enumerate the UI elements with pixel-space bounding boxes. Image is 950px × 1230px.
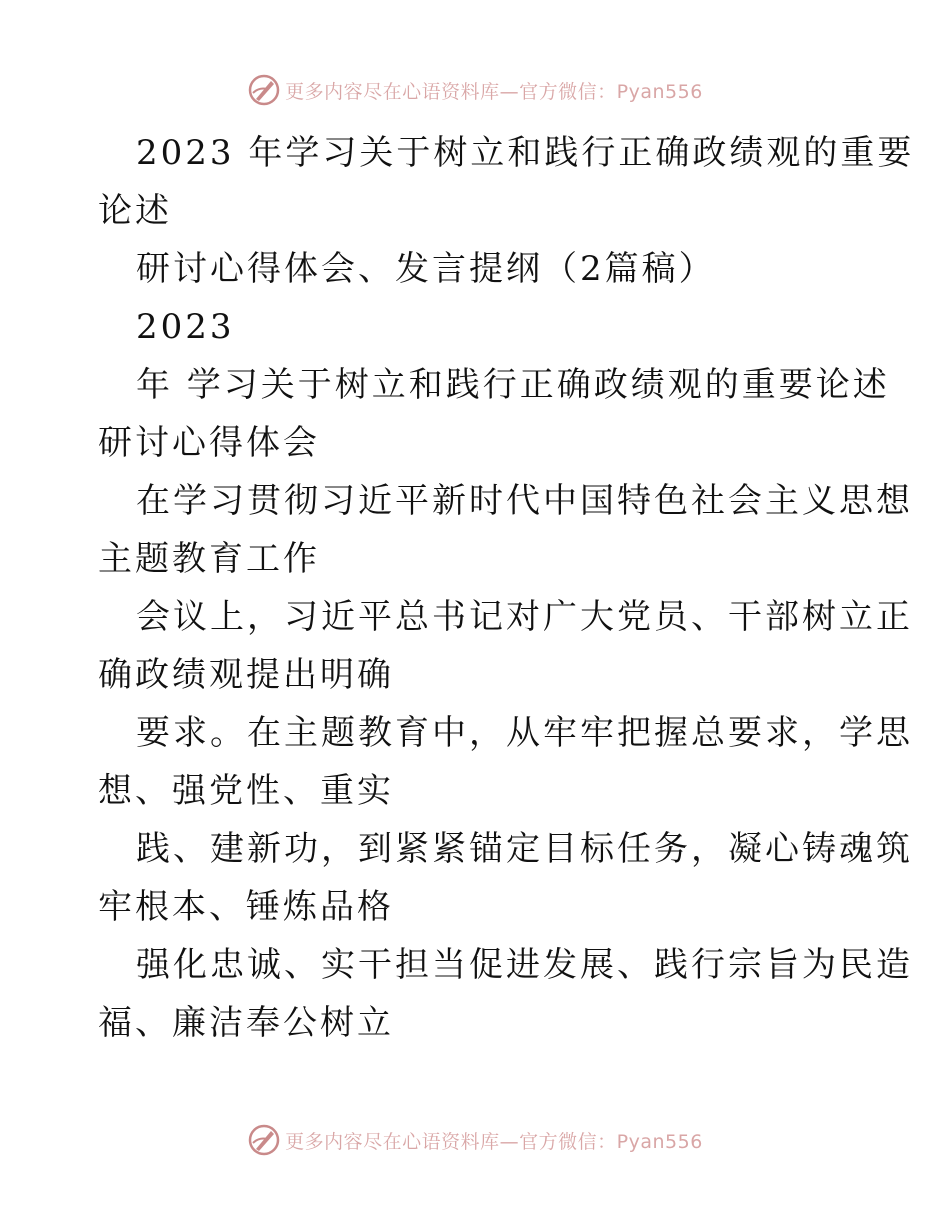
text-line: 要求。在主题教育中，从牢牢把握总要求，学思 — [136, 713, 913, 753]
quill-pen-logo-icon — [247, 1123, 281, 1157]
text-line: 在学习贯彻习近平新时代中国特色社会主义思想 — [136, 481, 913, 521]
text-line: 强化忠诚、实干担当促进发展、践行宗旨为民造 — [136, 945, 913, 985]
quill-pen-logo-icon — [247, 73, 281, 107]
text-line: 论述 — [98, 191, 172, 231]
text-line: 研讨心得体会 — [98, 423, 320, 463]
document-body — [98, 124, 915, 1052]
text-line: 牢根本、锤炼品格 — [98, 887, 394, 927]
text-line: 福、廉洁奉公树立 — [98, 1003, 394, 1043]
text-line: 年 学习关于树立和践行正确政绩观的重要论述 — [136, 365, 890, 405]
text-line: 主题教育工作 — [98, 539, 320, 579]
text-line: 确政绩观提出明确 — [98, 655, 394, 695]
text-line: 想、强党性、重实 — [98, 771, 394, 811]
header-watermark — [0, 70, 950, 110]
footer-watermark — [0, 1120, 950, 1160]
text-line: 践、建新功，到紧紧锚定目标任务，凝心铸魂筑 — [136, 829, 913, 869]
watermark-text: 更多内容尽在心语资料库—官方微信：Pyan556 — [285, 80, 703, 103]
watermark-text: 更多内容尽在心语资料库—官方微信：Pyan556 — [285, 1130, 703, 1153]
text-line: 会议上，习近平总书记对广大党员、干部树立正 — [136, 597, 913, 637]
text-line: 2023 — [136, 307, 235, 347]
text-line: 研讨心得体会、发言提纲（2篇稿） — [136, 249, 716, 289]
text-line: 2023 年学习关于树立和践行正确政绩观的重要 — [136, 133, 915, 173]
